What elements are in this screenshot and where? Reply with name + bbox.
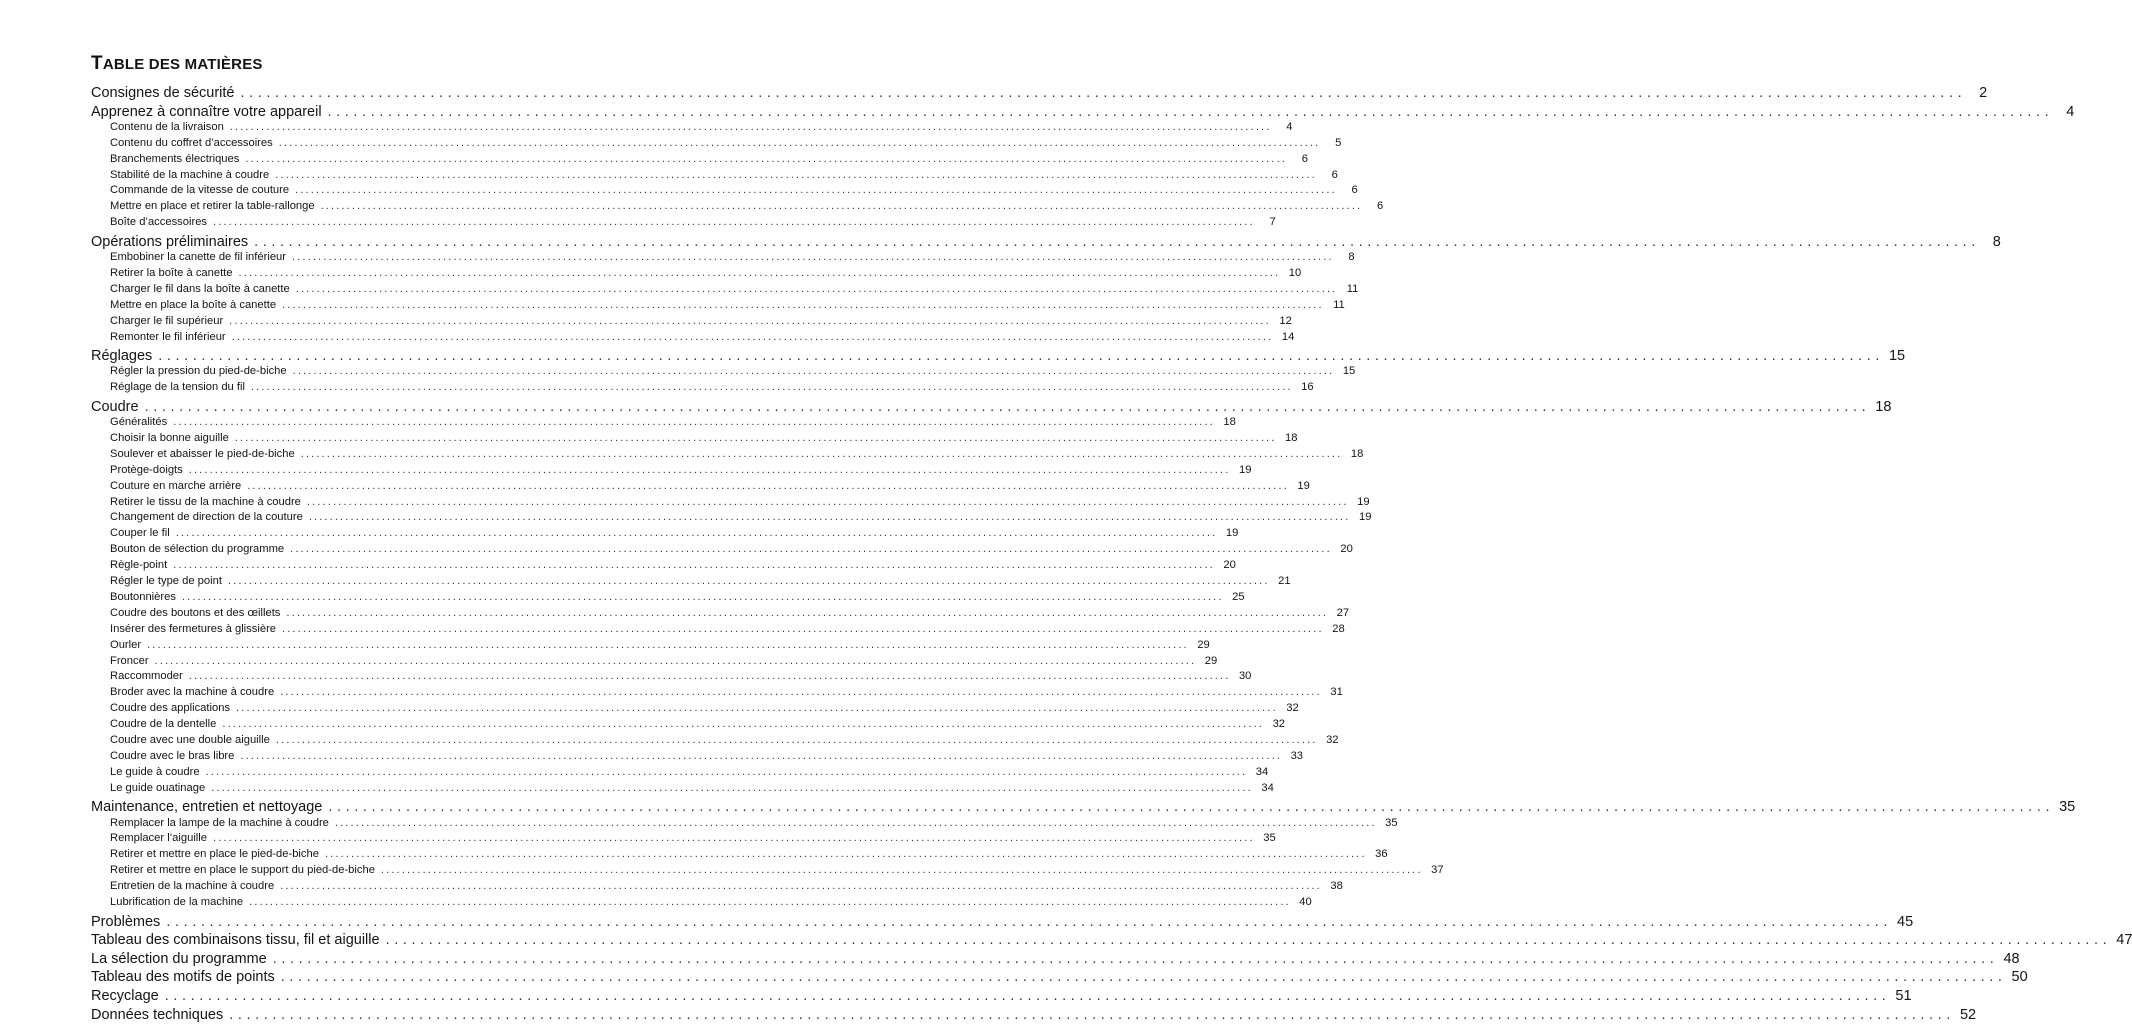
dot-leader: ........................................................................................................................................................................................................ bbox=[213, 216, 1255, 229]
toc-entry-title: Retirer le tissu de la machine à coudre bbox=[110, 495, 301, 508]
toc-entry-title: Coudre avec le bras libre bbox=[110, 749, 235, 762]
toc-page-number: 37 bbox=[1431, 864, 1444, 877]
dot-leader: ........................................................................................................................................................................................................ bbox=[306, 495, 1349, 508]
toc-page-number: 48 bbox=[2003, 950, 2020, 967]
toc-entry-title: Contenu du coffret d’accessoires bbox=[110, 136, 273, 149]
toc-subsection-entry bbox=[110, 431, 1298, 446]
toc-entry-title: Le guide à coudre bbox=[110, 765, 200, 778]
toc-section-entry bbox=[91, 398, 1892, 416]
toc-entry-title: Régler le type de point bbox=[110, 575, 222, 587]
toc-entry-title: Branchements électriques bbox=[110, 152, 240, 165]
toc-subsection-entry bbox=[110, 781, 1274, 796]
toc-entry-title: Stabilité de la machine à coudre bbox=[110, 168, 270, 181]
toc-entry-title: Boîte d’accessoires bbox=[110, 216, 208, 229]
toc-page-number: 19 bbox=[1359, 511, 1372, 524]
toc-entry-title: Insérer des fermetures à glissière bbox=[110, 622, 277, 635]
toc-subsection-entry bbox=[110, 701, 1299, 716]
dot-leader: ........................................................................................................................................................................................................ bbox=[295, 282, 1338, 295]
dot-leader: ........................................................................................................................................................................................................ bbox=[240, 85, 1967, 101]
toc-subsection-entry bbox=[110, 120, 1293, 135]
dot-leader: ........................................................................................................................................................................................................ bbox=[154, 654, 1197, 667]
dot-leader: ........................................................................................................................................................................................................ bbox=[327, 103, 2054, 120]
toc-page-number: 35 bbox=[2059, 799, 2076, 816]
toc-page-number: 33 bbox=[1290, 749, 1304, 762]
toc-section-entry bbox=[91, 987, 1912, 1005]
toc-subsection-entry bbox=[110, 183, 1358, 198]
dot-leader: ........................................................................................................................................................................................................ bbox=[295, 184, 1337, 197]
toc-entry-title: Mettre en place la boîte à canette bbox=[110, 298, 277, 311]
toc-entry-title: Lubrification de la machine bbox=[110, 896, 244, 908]
dot-leader: ........................................................................................................................................................................................................ bbox=[238, 266, 1281, 279]
toc-entry-title: Le guide ouatinage bbox=[110, 781, 206, 794]
toc-subsection-entry bbox=[110, 282, 1359, 297]
toc-page-number: 18 bbox=[1223, 416, 1236, 428]
toc-subsection-entry bbox=[110, 847, 1388, 862]
dot-leader: ........................................................................................................................................................................................................ bbox=[290, 543, 1332, 556]
dot-leader: ........................................................................................................................................................................................................ bbox=[328, 799, 2055, 816]
dot-leader: ........................................................................................................................................................................................................ bbox=[245, 152, 1288, 165]
dot-leader: ........................................................................................................................................................................................................ bbox=[227, 575, 1270, 587]
dot-leader: ........................................................................................................................................................................................................ bbox=[249, 896, 1291, 908]
toc-page-number: 14 bbox=[1281, 330, 1295, 343]
toc-entry-title: Tableau des combinaisons tissu, fil et aiguille bbox=[91, 932, 380, 949]
toc-section-entry bbox=[91, 103, 2075, 121]
dot-leader: ........................................................................................................................................................................................................ bbox=[320, 200, 1363, 213]
toc-page-number: 31 bbox=[1330, 686, 1343, 699]
toc-entry-title: Commande de la vitesse de couture bbox=[110, 184, 290, 197]
dot-leader: ........................................................................................................................................................................................................ bbox=[229, 1006, 1955, 1023]
toc-page-number: 35 bbox=[1263, 832, 1276, 845]
toc-section-entry bbox=[91, 798, 2076, 816]
toc-entry-title: Couture en marche arrière bbox=[110, 479, 242, 492]
toc-subsection-entry bbox=[110, 749, 1304, 764]
toc-subsection-entry bbox=[110, 863, 1444, 878]
toc-page-number: 47 bbox=[2116, 932, 2132, 949]
dot-leader: ........................................................................................................................................................................................................ bbox=[211, 781, 1253, 794]
dot-leader: ........................................................................................................................................................................................................ bbox=[254, 233, 1980, 250]
toc-subsection-entry bbox=[110, 364, 1356, 379]
toc-entry-title: Mettre en place et retirer la table-rallonge bbox=[110, 200, 315, 213]
toc-section-entry bbox=[91, 233, 2001, 251]
toc-subsection-entry bbox=[110, 510, 1372, 525]
dot-leader: ........................................................................................................................................................................................................ bbox=[236, 702, 1278, 715]
toc-page-number: 20 bbox=[1340, 543, 1353, 556]
toc-subsection-entry bbox=[110, 733, 1339, 748]
toc-entry-title: Réglages bbox=[91, 348, 153, 365]
toc-page-number: 6 bbox=[1351, 184, 1358, 197]
dot-leader: ........................................................................................................................................................................................................ bbox=[308, 511, 1351, 524]
dot-leader: ........................................................................................................................................................................................................ bbox=[181, 590, 1224, 603]
toc-entry-title: Boutonnières bbox=[110, 590, 176, 603]
toc-page-number: 36 bbox=[1375, 848, 1388, 861]
toc-entry-title: Ourler bbox=[110, 638, 142, 651]
toc-page-number: 6 bbox=[1301, 152, 1309, 165]
toc-subsection-entry bbox=[110, 542, 1353, 557]
toc-section-entry bbox=[91, 913, 1914, 931]
toc-entry-title: Maintenance, entretien et nettoyage bbox=[91, 799, 323, 816]
toc-page-number: 15 bbox=[1888, 348, 1906, 365]
toc-page-number: 32 bbox=[1326, 734, 1339, 746]
toc-entry-title: Opérations préliminaires bbox=[91, 233, 249, 250]
dot-leader: ........................................................................................................................................................................................................ bbox=[158, 348, 1884, 365]
toc-subsection-entry bbox=[110, 879, 1343, 894]
toc-subsection-entry bbox=[110, 606, 1350, 621]
toc-entry-title: Raccommoder bbox=[110, 670, 183, 683]
dot-leader: ........................................................................................................................................................................................................ bbox=[247, 479, 1289, 492]
toc-entry-title: Coudre avec une double aiguille bbox=[110, 734, 270, 746]
toc-entry-title: Soulever et abaisser le pied-de-biche bbox=[110, 447, 295, 460]
toc-entry-title: Coudre des boutons et des œillets bbox=[110, 606, 281, 619]
dot-leader: ........................................................................................................................................................................................................ bbox=[275, 734, 1318, 746]
toc-section-entry bbox=[91, 968, 2028, 986]
toc-section-entry bbox=[91, 84, 1988, 102]
toc-entry-title: Retirer et mettre en place le support du pied-de-biche bbox=[110, 864, 375, 877]
dot-leader: ........................................................................................................................................................................................................ bbox=[213, 832, 1255, 845]
toc-entry-title: Apprenez à connaître votre appareil bbox=[91, 103, 322, 120]
toc-page-number: 50 bbox=[2011, 969, 2028, 986]
dot-leader: ........................................................................................................................................................................................................ bbox=[282, 622, 1324, 635]
toc-entry-title: Remplacer l’aiguille bbox=[110, 832, 208, 845]
toc-subsection-entry bbox=[110, 136, 1342, 151]
toc-entry-title: Protège-doigts bbox=[110, 463, 183, 476]
toc-page-number: 18 bbox=[1285, 431, 1298, 444]
title-initial: T bbox=[91, 53, 103, 74]
dot-leader: ........................................................................................................................................................................................................ bbox=[286, 606, 1329, 619]
dot-leader: ........................................................................................................................................................................................................ bbox=[188, 670, 1231, 683]
toc-subsection-entry bbox=[110, 638, 1210, 653]
toc-page-number: 15 bbox=[1342, 365, 1356, 378]
toc-entry-title: Problèmes bbox=[91, 913, 161, 930]
dot-leader: ........................................................................................................................................................................................................ bbox=[234, 431, 1277, 444]
toc-subsection-entry bbox=[110, 654, 1218, 669]
toc-entry-title: Généralités bbox=[110, 416, 168, 428]
dot-leader: ........................................................................................................................................................................................................ bbox=[324, 848, 1367, 861]
dot-leader: ........................................................................................................................................................................................................ bbox=[205, 765, 1248, 778]
toc-entry-title: Choisir la bonne aiguille bbox=[110, 431, 229, 444]
toc-page-number: 52 bbox=[1959, 1006, 1977, 1023]
toc-page-number: 29 bbox=[1197, 638, 1210, 651]
toc-page-number: 19 bbox=[1357, 495, 1370, 508]
toc-page-number: 27 bbox=[1336, 606, 1350, 619]
toc-subsection-entry bbox=[110, 415, 1236, 430]
toc-subsection-entry bbox=[110, 380, 1314, 395]
dot-leader: ........................................................................................................................................................................................................ bbox=[385, 932, 2112, 949]
toc-page-number: 12 bbox=[1279, 314, 1292, 327]
toc-subsection-entry bbox=[110, 685, 1343, 700]
toc-page-number: 5 bbox=[1335, 136, 1342, 149]
toc-page-number: 30 bbox=[1238, 670, 1252, 683]
toc-subsection-entry bbox=[110, 831, 1276, 846]
toc-page-number: 6 bbox=[1331, 168, 1338, 181]
toc-page-number: 45 bbox=[1897, 913, 1914, 930]
toc-entry-title: Entretien de la machine à coudre bbox=[110, 880, 275, 893]
dot-leader: ........................................................................................................................................................................................................ bbox=[188, 463, 1231, 476]
toc-page-number: 10 bbox=[1288, 266, 1302, 279]
toc-subsection-entry bbox=[110, 558, 1236, 573]
toc-subsection-entry bbox=[110, 266, 1302, 281]
toc-entry-title: Broder avec la machine à coudre bbox=[110, 686, 275, 699]
toc-subsection-entry bbox=[110, 669, 1252, 684]
toc-page-number: 51 bbox=[1895, 988, 1912, 1004]
toc-subsection-entry bbox=[110, 895, 1312, 910]
toc-page-number: 19 bbox=[1297, 479, 1310, 492]
dot-leader: ........................................................................................................................................................................................................ bbox=[229, 120, 1272, 133]
toc-page-number: 6 bbox=[1377, 200, 1384, 213]
toc-page-number: 34 bbox=[1255, 765, 1269, 778]
dot-leader: ........................................................................................................................................................................................................ bbox=[282, 298, 1324, 311]
toc-page-number: 2 bbox=[1979, 85, 1988, 101]
toc-section-entry bbox=[91, 950, 2020, 968]
toc-subsection-entry bbox=[110, 447, 1364, 462]
dot-leader: ........................................................................................................................................................................................................ bbox=[229, 314, 1271, 327]
dot-leader: ........................................................................................................................................................................................................ bbox=[250, 381, 1293, 394]
toc-page-number: 8 bbox=[1992, 233, 2001, 250]
toc-page-number: 35 bbox=[1385, 816, 1398, 829]
dot-leader: ........................................................................................................................................................................................................ bbox=[222, 718, 1265, 731]
toc-subsection-entry bbox=[110, 314, 1292, 329]
dot-leader: ........................................................................................................................................................................................................ bbox=[300, 447, 1343, 460]
toc-page-number: 18 bbox=[1350, 447, 1364, 460]
toc-subsection-entry bbox=[110, 152, 1309, 167]
toc-subsection-entry bbox=[110, 495, 1370, 510]
toc-page-number: 40 bbox=[1299, 896, 1312, 908]
toc-entry-title: Couper le fil bbox=[110, 527, 170, 540]
dot-leader: ........................................................................................................................................................................................................ bbox=[280, 686, 1322, 699]
toc-entry-title: Charger le fil supérieur bbox=[110, 314, 224, 327]
toc-subsection-entry bbox=[110, 479, 1310, 494]
toc-section-entry bbox=[91, 931, 2132, 949]
toc-entry-title: Charger le fil dans la boîte à canette bbox=[110, 282, 290, 295]
dot-leader: ........................................................................................................................................................................................................ bbox=[147, 638, 1189, 651]
toc-entry-title: Règle-point bbox=[110, 559, 168, 572]
toc-entry-title: Consignes de sécurité bbox=[91, 85, 235, 101]
toc-entry-title: Embobiner la canette de fil inférieur bbox=[110, 251, 286, 263]
toc-entry-title: Contenu de la livraison bbox=[110, 120, 224, 133]
toc-subsection-entry bbox=[110, 590, 1245, 605]
toc-entry-title: Coudre de la dentelle bbox=[110, 718, 217, 731]
toc-subsection-entry bbox=[110, 574, 1291, 589]
toc-page-number: 32 bbox=[1272, 718, 1286, 731]
toc-entry-title: Réglage de la tension du fil bbox=[110, 381, 245, 394]
dot-leader: ........................................................................................................................................................................................................ bbox=[173, 559, 1215, 572]
dot-leader: ........................................................................................................................................................................................................ bbox=[280, 969, 2007, 986]
toc-page-number: 16 bbox=[1301, 381, 1314, 394]
toc-entry-title: Retirer et mettre en place le pied-de-biche bbox=[110, 848, 319, 861]
dot-leader: ........................................................................................................................................................................................................ bbox=[292, 251, 1334, 263]
toc-page-number: 21 bbox=[1278, 575, 1291, 587]
dot-leader: ........................................................................................................................................................................................................ bbox=[231, 330, 1274, 343]
dot-leader: ........................................................................................................................................................................................................ bbox=[166, 913, 1893, 930]
toc-page-number: 11 bbox=[1333, 298, 1345, 311]
toc-section-entry bbox=[91, 347, 1906, 365]
toc-page-number: 19 bbox=[1238, 463, 1252, 476]
toc-page-number: 4 bbox=[1286, 120, 1293, 133]
toc-entry-title: Remplacer la lampe de la machine à coudre bbox=[110, 816, 329, 829]
dot-leader: ........................................................................................................................................................................................................ bbox=[144, 398, 1871, 415]
dot-leader: ........................................................................................................................................................................................................ bbox=[173, 416, 1215, 428]
dot-leader: ........................................................................................................................................................................................................ bbox=[240, 749, 1283, 762]
toc-entry-title: Froncer bbox=[110, 654, 149, 667]
toc-entry-title: Remonter le fil inférieur bbox=[110, 330, 226, 343]
toc-section-entry bbox=[91, 1006, 1977, 1024]
toc-page-number: 11 bbox=[1346, 282, 1359, 295]
toc-page-number: 18 bbox=[1875, 398, 1892, 415]
toc-page-number: 32 bbox=[1286, 702, 1299, 715]
toc-subsection-entry bbox=[110, 717, 1286, 732]
toc-page-number: 29 bbox=[1204, 654, 1218, 667]
toc-subsection-entry bbox=[110, 526, 1239, 541]
toc-subsection-entry bbox=[110, 463, 1252, 478]
toc-subsection-entry bbox=[110, 168, 1338, 183]
toc-page-number: 4 bbox=[2066, 103, 2075, 120]
title-rest: ABLE DES MATIÈRES bbox=[102, 56, 263, 73]
dot-leader: ........................................................................................................................................................................................................ bbox=[380, 864, 1423, 877]
dot-leader: ........................................................................................................................................................................................................ bbox=[272, 950, 1999, 967]
toc-entry-title: Changement de direction de la couture bbox=[110, 511, 303, 524]
dot-leader: ........................................................................................................................................................................................................ bbox=[175, 527, 1218, 540]
toc-page-number: 34 bbox=[1261, 781, 1274, 794]
dot-leader: ........................................................................................................................................................................................................ bbox=[275, 168, 1317, 181]
toc-page-number: 7 bbox=[1269, 216, 1276, 229]
toc-subsection-entry bbox=[110, 215, 1276, 230]
dot-leader: ........................................................................................................................................................................................................ bbox=[164, 988, 1891, 1004]
dot-leader: ........................................................................................................................................................................................................ bbox=[278, 136, 1321, 149]
toc-subsection-entry bbox=[110, 298, 1345, 313]
toc-subsection-entry bbox=[110, 330, 1295, 345]
dot-leader: ........................................................................................................................................................................................................ bbox=[292, 365, 1335, 378]
toc-entry-title: La sélection du programme bbox=[91, 950, 267, 967]
toc-subsection-entry bbox=[110, 765, 1269, 780]
dot-leader: ........................................................................................................................................................................................................ bbox=[334, 816, 1377, 829]
dot-leader: ........................................................................................................................................................................................................ bbox=[280, 880, 1322, 893]
toc-page-number: 19 bbox=[1225, 527, 1239, 540]
toc-subsection-entry bbox=[110, 816, 1398, 831]
toc-subsection-entry bbox=[110, 199, 1384, 214]
toc-subsection-entry bbox=[110, 622, 1345, 637]
toc-page-number: 25 bbox=[1232, 590, 1245, 603]
toc-entry-title: Bouton de sélection du programme bbox=[110, 543, 285, 556]
toc-page-number: 20 bbox=[1223, 559, 1236, 572]
toc-page-number: 38 bbox=[1330, 880, 1343, 893]
toc-entry-title: Recyclage bbox=[91, 988, 159, 1004]
toc-entry-title: Retirer la boîte à canette bbox=[110, 266, 233, 279]
toc-page-number: 8 bbox=[1348, 251, 1355, 263]
toc-subsection-entry bbox=[110, 250, 1355, 265]
toc-entry-title: Régler la pression du pied-de-biche bbox=[110, 365, 287, 378]
toc-entry-title: Coudre bbox=[91, 398, 139, 415]
toc-page-number: 28 bbox=[1332, 622, 1345, 635]
toc-entry-title: Coudre des applications bbox=[110, 702, 231, 715]
toc-entry-title: Données techniques bbox=[91, 1006, 224, 1023]
toc-entry-title: Tableau des motifs de points bbox=[91, 969, 275, 986]
